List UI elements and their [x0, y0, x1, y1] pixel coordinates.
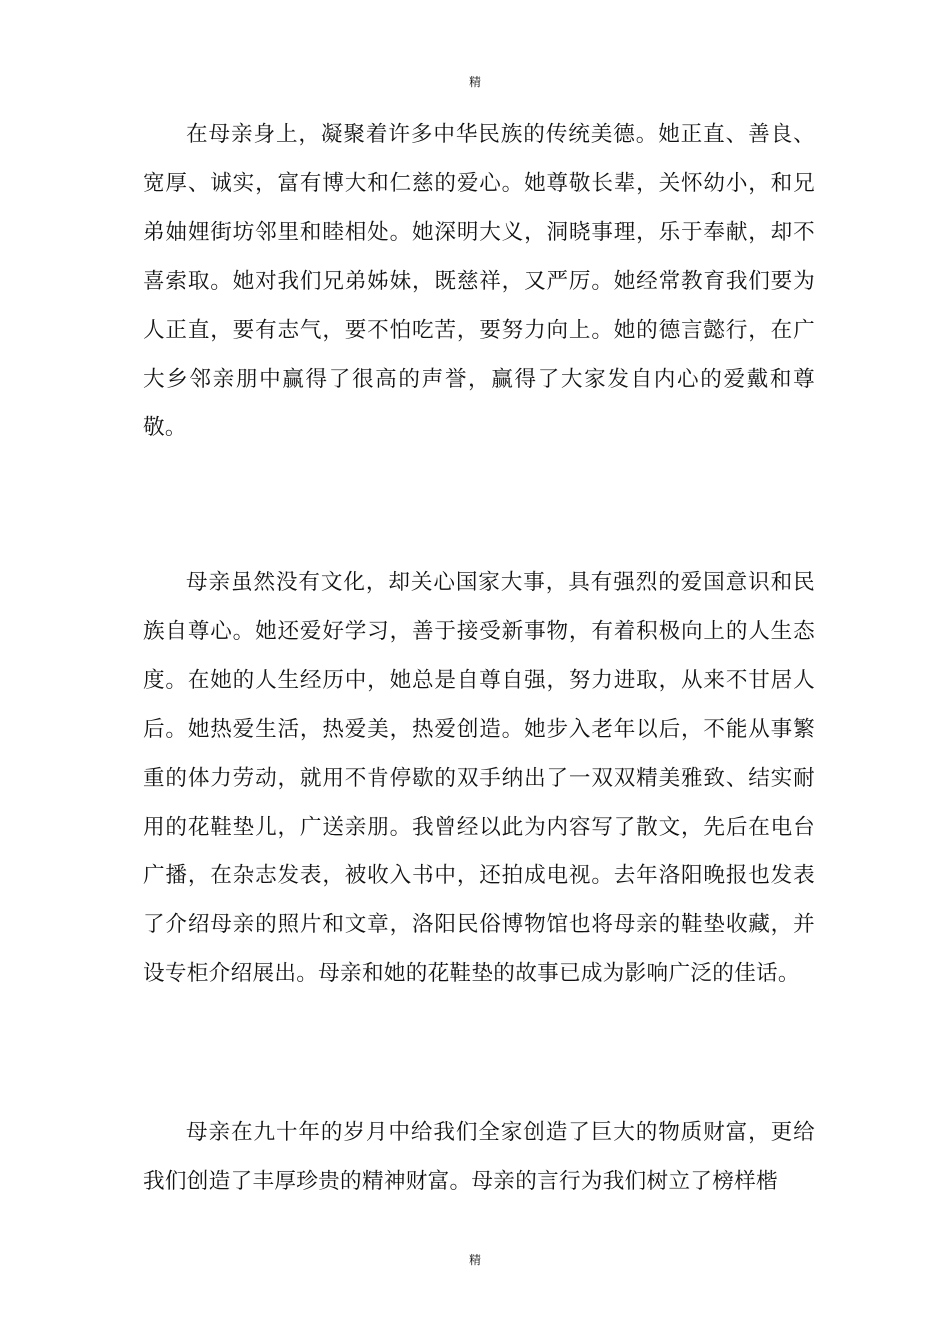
page-header: 精: [468, 75, 481, 89]
paragraph-mother-patriotism: 母亲虽然没有文化，却关心国家大事，具有强烈的爱国意识和民族自尊心。她还爱好学习，善于接受新事物，有着积极向上的人生态度。在她的人生经历中，她总是自尊自强，努力进取，从来不甘居人后。她热爱生活，热爱美，热爱创造。她步入老年以后，不能从事繁重的体力劳动，就用不肯停歇的双手纳出了一双双精美雅致、结实耐用的花鞋垫儿，广送亲朋。我曾经以此为内容写了散文，先后在电台广播，在杂志发表，被收入书中，还拍成电视。去年洛阳晚报也发表了介绍母亲的照片和文章，洛阳民俗博物馆也将母亲的鞋垫收藏，并设专柜介绍展出。母亲和她的花鞋垫的故事已成为影响广泛的佳话。: [143, 570, 815, 987]
page-footer: 精: [468, 1253, 481, 1267]
paragraph-mother-legacy: 母亲在九十年的岁月中给我们全家创造了巨大的物质财富，更给我们创造了丰厚珍贵的精神财富。母亲的言行为我们树立了榜样楷: [143, 1120, 815, 1194]
paragraph-mother-virtues: 在母亲身上，凝聚着许多中华民族的传统美德。她正直、善良、宽厚、诚实，富有博大和仁慈的爱心。她尊敬长辈，关怀幼小，和兄弟妯娌街坊邻里和睦相处。她深明大义，洞晓事理，乐于奉献，却不喜索取。她对我们兄弟姊妹，既慈祥，又严厉。她经常教育我们要为人正直，要有志气，要不怕吃苦，要努力向上。她的德言懿行，在广大乡邻亲朋中赢得了很高的声誉，赢得了大家发自内心的爱戴和尊敬。: [143, 122, 815, 441]
